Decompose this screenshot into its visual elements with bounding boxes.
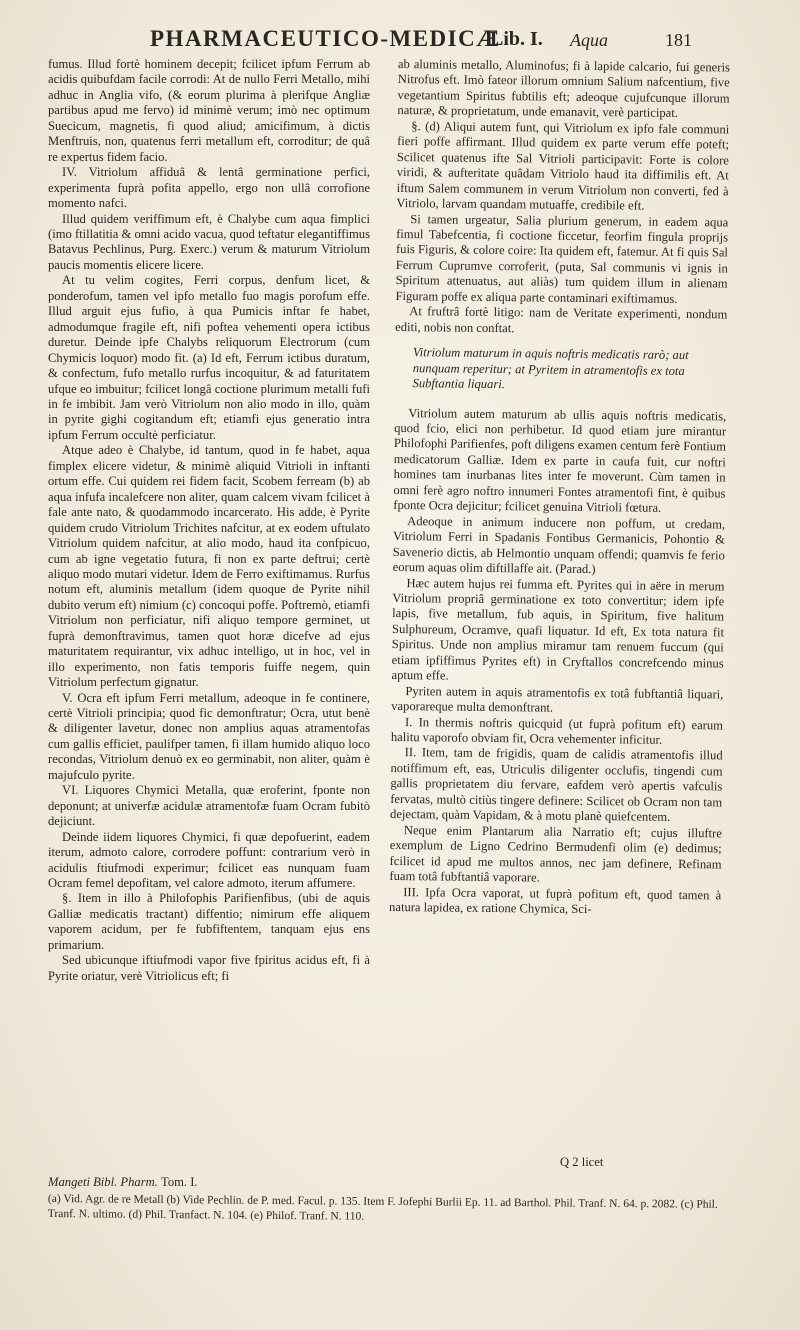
- paragraph: III. Ipfa Ocra vaporat, ut fuprà pofitum eft, quod tamen à natura lapidea, ex ratione Chymica, Sci-: [389, 884, 722, 917]
- paragraph: Hæc autem hujus rei fumma eft. Pyrites qui in aëre in merum Vitriolum propriâ germinatione ex toto convertitur; idem ipfe lapis, five metallum, fub aquis, in Spiritum, five halitum Sulphureum, Ocramve, quafi liquatur. Id eft, Ex tota natura fit Spiritus. Unde non amplius miramur tam renuem fuccum (qui etiam ipfiffimus Pyrites eft) in Cryftallos concrefcendo minus aptum effe.: [391, 575, 725, 683]
- signature-author: Mangeti Bibl. Pharm.: [48, 1175, 158, 1189]
- paragraph: VI. Liquores Chymici Metalla, quæ eroferint, fponte non deponunt; at univerfæ acidulæ atramentofæ fuam Ocram fubitò dejiciunt.: [48, 783, 370, 829]
- signature-line: [48, 1175, 370, 1190]
- paragraph: Adeoque in animum inducere non poffum, ut credam, Vitriolum Ferri in Spadanis Fontibus Germanicis, Pohontio & Savenerio dictis, ab Helmontio unquam offendi; quamvis fe ferio eorum aquas olim diftillaffe ait. (Parad.): [392, 513, 726, 577]
- paragraph: Deinde iidem liquores Chymici, fi quæ depofuerint, eadem iterum, admoto calore, corrodere poffunt: contrarium verò in acidulis ftiufmodi experimur; fcilicet eas nunquam fuam Ocram femel depofitam, vel calore admoto, iterum affumere.: [48, 829, 370, 891]
- paragraph: fumus. Illud fortè hominem decepit; fcilicet ipfum Ferrum ab acidis quibufdam facile corrodi: At de nullo Ferri Metallo, mihi adhuc in Anglia vifo, (& eorum plurima à plerifque Angliæ partibus apud me fervo) id minimè verum; imò nec optimum Suecicum, magnetis, fi quod aliud; amicifimum, à dictis Menftruis, non, quatenus ferri metallum eft, corroditur; de quâ re expertus fidem facio.: [48, 57, 370, 164]
- paragraph: At tu velim cogites, Ferri corpus, denfum licet, & ponderofum, tamen vel ipfo metallo fuo magis porofum effe. Illud arguit ejus fufio, à qua Pumicis inftar fe habet, admodumque fragile eft, nifi poftea vehementi opera ictibus duretur. Deinde ipfe Chalybs reliquorum Electrorum (cum Chymicis loquor) modo fit. (a) Id eft, Ferrum ictibus duratum, & confectum, fufo metallo rurfus incoquitur, & ad faturitatem ufque eo imbuitur; fcilicet longâ coctione plurimum metalli fufi in fe imbibit. Jam verò Vitriolum non alio modo in illo, quàm in pyrite gighi cogitandum eft; etiamfi ejus generatio intra ipfum Ferrum occultè perficiatur.: [48, 273, 370, 442]
- section-rubric: Vitriolum maturum in aquis noftris medicatis rarò; aut nunquam reperitur; at Pyritem in atramentofis ex tota Subftantia liquari.: [412, 345, 689, 392]
- paragraph: Si tamen urgeatur, Salia plurium generum, in eadem aqua fimul Tabefcentia, fi coctione ficcetur, feorfim fingula proprijs fuis Figuris, & colore coire: Ita quidem eft, fatemur. At fi quis Sal Ferrum Cuprumve corroferit, (puta, Sal communis vi ignis in Spiritum attenuatus, aut aliàs) tum quidem illum in alienam Figuram poffe ex aliqua parte contaminari exiftimamus.: [395, 211, 729, 306]
- paragraph: IV. Vitriolum affiduâ & lentâ germinatione perfici, experimenta fuprà pofita appello, ergo non ullâ corrofione momento nafci.: [48, 165, 370, 211]
- footnotes: (a) Vid. Agr. de re Metall (b) Vide Pechlin. de P. med. Facul. p. 135. Item F. Jofephi Burlii Ep. 11. ad Barthol. Phil. Tranf. N. 64. p. 2082. (c) Phil. Tranf. N. ultimo. (d) Phil. Tranfact. N. 104. (e) Philof. Tranf. N. 110.: [47, 1193, 718, 1223]
- paragraph: Atque adeo è Chalybe, id tantum, quod in fe habet, aqua fimplex elicere videtur, & minimè aliquid Vitrioli in inftanti ortum effe. Cui quidem rei fidem facit, Scobem ferream (b) ab aqua infufa incalefcere non aliter, quam calcem vivam fcilicet à fale ante nato, & quodammodo incarcerato. His adde, è Pyrite quidem crudo Vitriolum Trichites nafcitur, at ex eodem uftulato Vitriolum quidem nafcitur, at alio modo, haud ita confpicuo, cum ab igne vegetatio futura, fi non ex parte deftrui; certè aliquo modo mutari videtur. Idem de Ferro exiftimamus. Rurfus notum eft, aluminis metallum (idem quoque de Pyrite nihil dubito verum eft) nimium (c) concoqui poffe. Poftremò, etiamfi Vitriolum non perficiatur, nifi aliquo tempore germinet, ut fuprà demonftravimus, tamen quot horæ dicefve ad ejus maturitatem requirantur, vix adhuc intelligo, ut in hoc, vel in illo experimento, non fatis temporis fuiffe negem, quin Vitriolum perfectum gignatur.: [48, 443, 370, 690]
- paragraph: §. Item in illo à Philofophis Parifienfibus, (ubi de aquis Galliæ medicatis tractant) diffentio; nimirum effe aliquem vaporem acidum, per fe fubfiftentem, tanquam ejus ens primarium.: [48, 891, 370, 952]
- paragraph: Neque enim Plantarum alia Narratio eft; cujus illuftre exemplum de Ligno Cedrino Bermudenfi olim (e) dedimus; fcilicet id apud me multos annos, nec jam definere, Refinam fuam totâ fubftantiâ vaporare.: [389, 822, 722, 885]
- running-head: PHARMACEUTICO-MEDICÆ: [150, 26, 501, 51]
- header-catchword: Aqua: [570, 30, 608, 50]
- paragraph: Sed ubicunque iftiufmodi vapor five fpiritus acidus eft, fi à Pyrite oriatur, verè Vitriolicus eft; fi: [48, 953, 370, 983]
- paragraph: §. (d) Aliqui autem funt, qui Vitriolum ex ipfo fale communi fieri poffe affirmant. Illud quidem ex parte verum effe poteft; Scilicet quatenus ifte Sal Vitrioli participavit: Forte is colore viridi, & aufteritate quâdam Vitriolo haud ita diffimilis eft. At iftum Salem communem in verum Vitriolum non converti, fed à Vitriolo, larvam quandam mutuaffe, credibile eft.: [396, 118, 730, 213]
- paragraph: II. Item, tam de frigidis, quam de calidis atramentofis illud notiffimum eft, eas, Utriculis diligenter occlufis, tingendi cum gallis proprietatem diu fervare, eafdem verò apertis vafculis fervatas, multò citiùs tingere definere: Scilicet ob Ocram non tam dejectam, quàm Vapidam, & à motu planè quiefcentem.: [389, 745, 723, 825]
- paragraph: At fruftrâ fortè litigo: nam de Veritate experimenti, nondum editi, nobis non conftat.: [395, 304, 728, 335]
- book-number: Lib. I.: [490, 28, 543, 50]
- page-number: 181: [665, 30, 692, 50]
- paragraph: V. Ocra eft ipfum Ferri metallum, adeoque in fe continere, certè Vitrioli principia; quod fic demonftratur; Ocra, utut benè & diligenter lavetur, donec non amplius aquas atramentofas cum gallis efficiet, paulifper tamen, fi illam humido aliquo loco recondas, Vitriolum denuò ex eo germinabit, non aliter, quàm è majufculo pyrite.: [48, 690, 370, 782]
- bottom-catchword: Q 2 licet: [560, 1155, 604, 1169]
- paragraph: Illud quidem veriffimum eft, è Chalybe cum aqua fimplici (imo ftillatitia & omni acido vacua, quod teftatur elegantiffimus Batavus Pechlinus, Purg. Exerc.) verum & maturum Vitriolum paucis momentis elicere licere.: [48, 211, 370, 272]
- page-header: [150, 26, 790, 56]
- left-column: [48, 57, 370, 984]
- paragraph: ab aluminis metallo, Aluminofus; fi à lapide calcario, fui generis Nitrofus eft. Imò fateor illorum omnium Salium nafcentium, five vegetantium Spiritus fubtilis eft; adeoque cujufcunque illorum naturæ, & proprietatum, unde emanavit, verè participat.: [397, 57, 730, 121]
- paragraph: Pyriten autem in aquis atramentofis ex totâ fubftantiâ liquari, vaporareque multa demonftrant.: [391, 683, 724, 715]
- paragraph: Vitriolum autem maturum ab ullis aquis noftris medicatis, quod fcio, elici non perhibetur. Id quod etiam jure mirantur Philofophi Parifienfes, poft diligens examen centum ferè Fontium medicatorum Galliæ. Idem ex parte in caufa fuit, cur noftri homines tam inurbanas lites inter fe moverunt. Cùm tamen in omni ferè agro noftro innumeri Fontes atramentofi fint, è quibus fponte Ocra dejicitur; fcilicet genuina Vitrioli fœtura.: [393, 405, 727, 516]
- right-column: [389, 57, 730, 919]
- paragraph: I. In thermis noftris quicquid (ut fuprà pofitum eft) earum halitu vaporofo obviam fit, Ocra vehementer inficitur.: [390, 714, 724, 747]
- signature-volume: Tom. I.: [161, 1175, 198, 1189]
